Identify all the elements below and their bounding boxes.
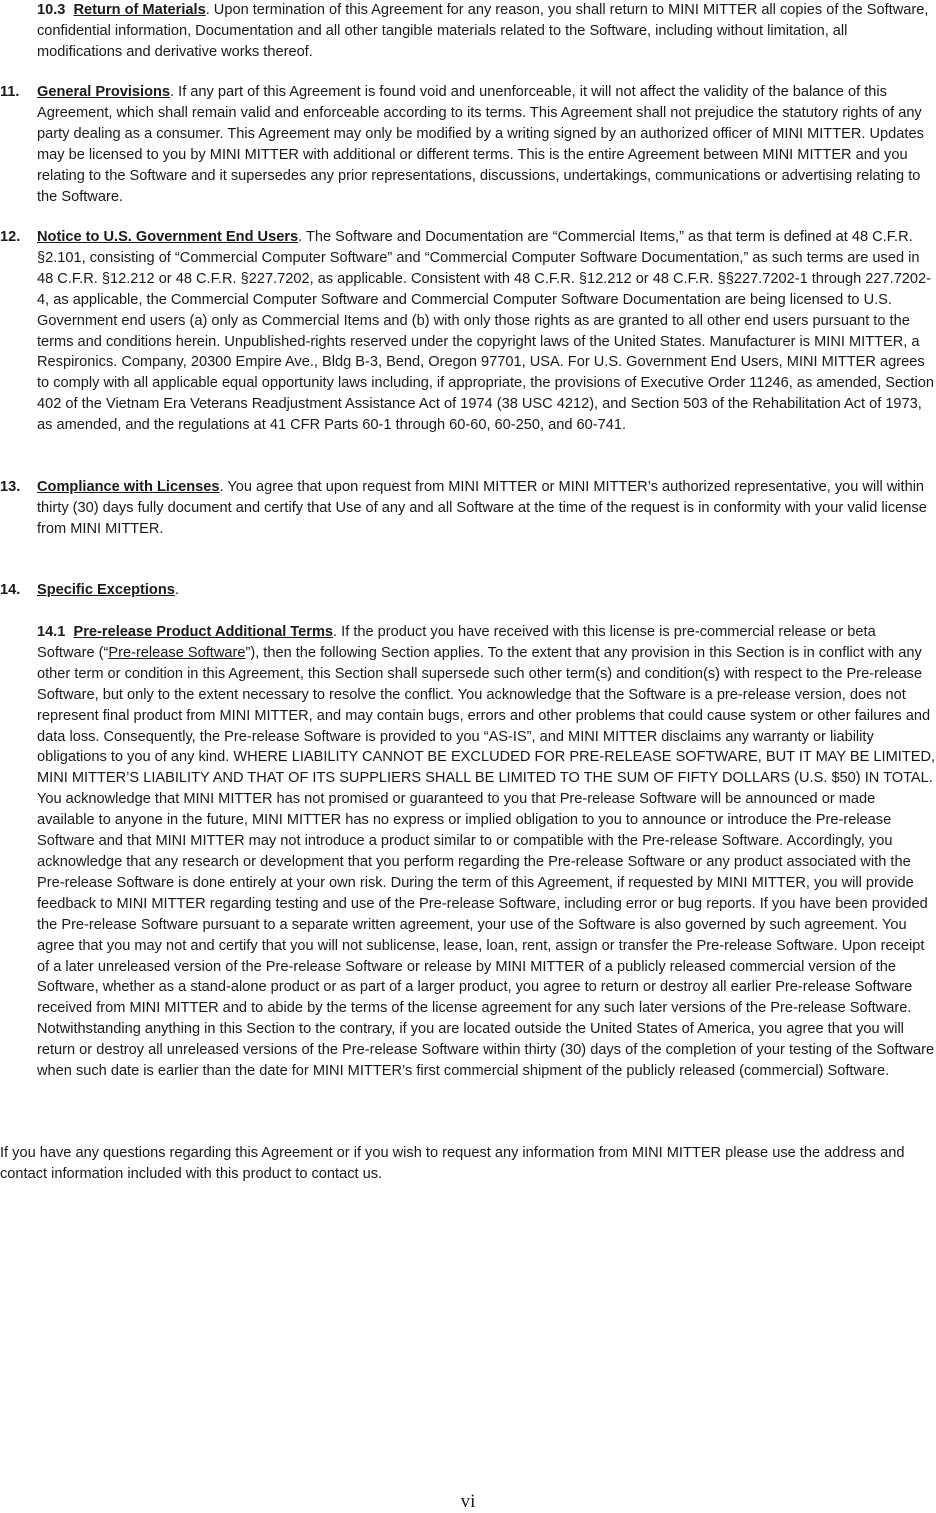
section-14-1-heading: Pre-release Product Additional Terms — [73, 624, 334, 640]
section-10-3-number: 10.3 — [37, 2, 66, 18]
section-14-1-text-a: . If the product you have received with this license is pre-commercial release or beta Software (“ — [37, 624, 876, 661]
section-14-text: . — [174, 582, 179, 598]
section-12 — [0, 227, 934, 436]
section-14 — [0, 580, 934, 601]
section-12-paragraph — [37, 227, 934, 436]
section-14-heading: Specific Exceptions — [37, 582, 175, 598]
closing-text: If you have any questions regarding this Agreement or if you wish to request any information from MINI MITTER please use the address and contact information included with this product to contact us. — [0, 1145, 905, 1182]
section-13 — [0, 477, 934, 540]
section-14-1-text-b: ”), then the following Section applies. To the extent that any provision in this Section is in conflict with any other term or condition in this Agreement, this Section shall supersede such other term(s) and condition(s) with respect to the Pre-release Software, but only to the extent necessary to resolve the conflict. You acknowledge that the Software is a pre-release version, does not represent final product from MINI MITTER, and may contain bugs, errors and other problems that could cause system or other failures and data loss. Consequently, the Pre-release Software is provided to you “AS-IS”, and MINI MITTER disclaims any warranty or liability obligations to you of any kind. WHERE LIABILITY CANNOT BE EXCLUDED FOR PRE-RELEASE SOFTWARE, BUT IT MAY BE LIMITED, MINI MITTER’S LIABILITY AND THAT OF ITS SUPPLIERS SHALL BE LIMITED TO THE SUM OF FIFTY DOLLARS (U.S. $50) IN TOTAL. You acknowledge that MINI MITTER has not promised or guaranteed to you that Pre-release Software will be announced or made available to anyone in the future, MINI MITTER has no express or implied obligation to you to announce or introduce the Pre-release Software and that MINI MITTER may not introduce a product similar to or compatible with the Pre-release Software. Accordingly, you acknowledge that any research or development that you perform regarding the Pre-release Software or any product associated with the Pre-release Software is done entirely at your own risk. During the term of this Agreement, if requested by MINI MITTER, you will provide feedback to MINI MITTER regarding testing and use of the Pre-release Software, including error or bug reports. If you have been provided the Pre-release Software pursuant to a separate written agreement, your use of the Software is also governed by such agreement. You agree that you may not and certify that you will not sublicense, lease, loan, rent, assign or transfer the Pre-release Software. Upon receipt of a later unreleased version of the Pre-release Software or release by MINI MITTER of a publicly released commercial version of the Software, whether as a stand-alone product or as part of a larger product, you agree to return or destroy all earlier Pre-release Software received from MINI MITTER and to abide by the terms of the license agreement for any such later versions of the Pre-release Software. Notwithstanding anything in this Section to the contrary, if you are located outside the United States of America, you agree that you will return or destroy all unreleased versions of the Pre-release Software within thirty (30) days of the completion of your testing of the Software when such date is earlier than the date for MINI MITTER’s first commercial shipment of the publicly released (commercial) Software. — [37, 644, 936, 1080]
section-13-text: . You agree that upon request from MINI MITTER or MINI MITTER’s authorized representative, you will within thirty (30) days fully document and certify that Use of any and all Software at the time of the request is in conformity with your valid license from MINI MITTER. — [37, 479, 927, 537]
section-13-heading: Compliance with Licenses — [37, 479, 220, 495]
section-10-3-paragraph — [37, 0, 934, 63]
section-13-paragraph — [37, 477, 934, 540]
section-14-1 — [0, 622, 936, 1082]
section-11-paragraph — [37, 82, 934, 207]
section-11-heading: General Provisions — [37, 84, 171, 100]
section-14-1-number: 14.1 — [37, 624, 66, 640]
section-10-3 — [0, 0, 934, 63]
section-14-1-paragraph — [37, 622, 936, 1082]
page-number: vi — [460, 1491, 476, 1512]
section-11-number: 11. — [0, 84, 20, 100]
section-12-text: . The Software and Documentation are “Commercial Items,” as that term is defined at 48 C.F.R. §2.101, consisting of “Commercial Computer Software” and “Commercial Computer Software Documentation,” as such terms are used in 48 C.F.R. §12.212 or 48 C.F.R. §227.7202, as applicable. Consistent with 48 C.F.R. §12.212 or 48 C.F.R. §§227.7202-1 through 227.7202-4, as applicable, the Commercial Computer Software and Commercial Computer Software Documentation are being licensed to U.S. Government end users (a) only as Commercial Items and (b) with only those rights as are granted to all other end users pursuant to the terms and conditions herein. Unpublished-rights reserved under the copyright laws of the United States. Manufacturer is MINI MITTER, a Respironics. Company, 20300 Empire Ave., Bldg B-3, Bend, Oregon 97701, USA. For U.S. Government End Users, MINI MITTER agrees to comply with all applicable equal opportunity laws including, if appropriate, the provisions of Executive Order 11246, as amended, Section 402 of the Vietnam Era Veterans Readjustment Assistance Act of 1974 (38 USC 4212), and Section 503 of the Rehabilitation Act of 1973, as amended, and the regulations at 41 CFR Parts 60-1 through 60-60, 60-250, and 60-741. — [37, 229, 934, 434]
section-12-number: 12. — [0, 229, 21, 245]
section-11 — [0, 82, 934, 207]
section-14-paragraph — [37, 580, 934, 601]
section-14-number: 14. — [0, 582, 21, 598]
section-10-3-heading: Return of Materials — [73, 2, 206, 18]
pre-release-software-term: Pre-release Software — [108, 644, 246, 661]
closing-paragraph — [0, 1143, 934, 1185]
section-12-heading: Notice to U.S. Government End Users — [37, 229, 299, 245]
section-10-3-text: . Upon termination of this Agreement for any reason, you shall return to MINI MITTER all copies of the Software, confidential information, Documentation and all other tangible materials related to the Software, including without limitation, all modifications and derivative works thereof. — [37, 2, 929, 60]
section-11-text: . If any part of this Agreement is found void and unenforceable, it will not affect the validity of the balance of this Agreement, which shall remain valid and enforceable according to its terms. This Agreement shall not prejudice the statutory rights of any party dealing as a consumer. This Agreement may only be modified by a writing signed by an authorized officer of MINI MITTER. Updates may be licensed to you by MINI MITTER with additional or different terms. This is the entire Agreement between MINI MITTER and you relating to the Software and it supersedes any prior representations, discussions, undertakings, communications or advertising relating to the Software. — [37, 84, 924, 205]
section-13-number: 13. — [0, 479, 21, 495]
